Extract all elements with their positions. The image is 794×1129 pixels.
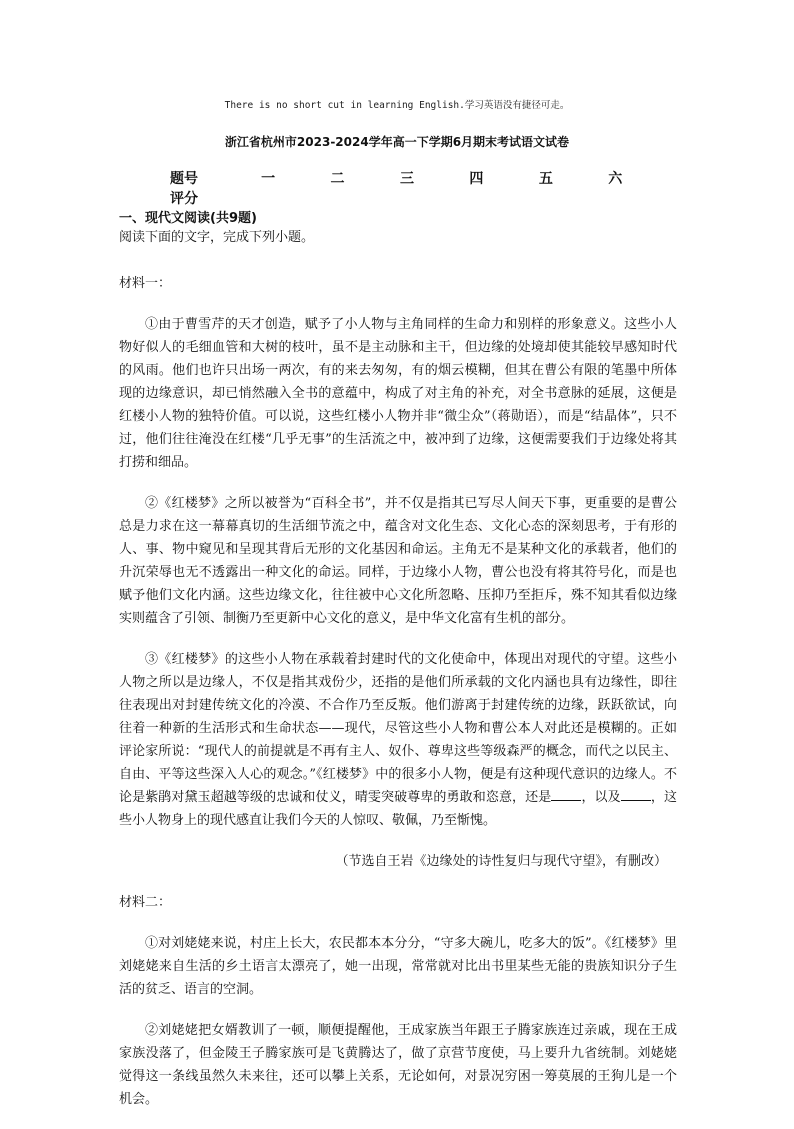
section-instructions: 阅读下面的文字，完成下列小题。 bbox=[119, 230, 315, 245]
score-col-1: 一 bbox=[261, 171, 276, 187]
answer-blank-1[interactable] bbox=[551, 788, 581, 801]
material-2-label: 材料二： bbox=[119, 895, 172, 910]
score-label: 评分 bbox=[170, 191, 198, 207]
score-row-label: 题号 bbox=[170, 171, 198, 187]
paragraph-3-text-a: ③《红楼梦》的这些小人物在承载着封建时代的文化使命中，体现出对现代的守望。这些小人物之所以是边缘人，不仅是指其戏份少，还指的是他们所承载的文化内涵也具有边缘性，即往往表现出对封建传统文化的冷漠、不合作乃至反叛。他们游离于封建传统的边缘，跃跃欲试，向往着一种新的生活形式和生命状态——现代，尽管这些小人物和曹公本人对此还是模糊的。正如评论家所说：“现代人的前提就是不再有主人、奴仆、尊卑这些等级森严的概念，而代之以民主、自由、平等这些深入人心的观念。”《红楼梦》中的很多小人物，便是有这种现代意识的边缘人。不论是紫鹃对黛玉超越等级的忠诚和仗义，晴雯突破尊卑的勇敢和恣意，还是 bbox=[119, 652, 677, 805]
material-2-paragraph-1: ①对刘姥姥来说，村庄上长大，农民都本本分分，“守多大碗儿，吃多大的饭”。《红楼梦》里刘姥姥来自生活的乡土语言太漂亮了，她一出现，常常就对比出书里某些无能的贵族知识分子生活的贫乏、语言的空洞。 bbox=[119, 936, 677, 997]
material-1-source: （节选自王岩《边缘处的诗性复归与现代守望》，有删改） bbox=[335, 854, 667, 869]
header-motto: There is no short cut in learning English.学习英语没有捷径可走。 bbox=[224, 100, 570, 111]
section-heading: 一、现代文阅读(共9题) bbox=[119, 211, 257, 226]
paragraph-3-text-end: ，这些小人物身上的现代感直让我们今天的人惊叹、敬佩，乃至惭愧。 bbox=[119, 790, 677, 828]
score-row-score bbox=[170, 188, 650, 208]
score-col-2: 二 bbox=[330, 171, 345, 187]
material-1-paragraph-1: ①由于曹雪芹的天才创造，赋予了小人物与主角同样的生命力和别样的形象意义。这些小人物好似人的毛细血管和大树的枝叶，虽不是主动脉和主干，但边缘的处境却使其能较早感知时代的风雨。他们也许只出场一两次，有的来去匆匆，有的烟云模糊，但其在曹公有限的笔墨中所体现的边缘意识，却已悄然融入全书的意蕴中，构成了对主角的补充，对全书意脉的延展，这便是红楼小人物的独特价值。可以说，这些红楼小人物并非“微尘众”（蒋勋语），而是“结晶体”，只不过，他们往往淹没在红楼“几乎无事”的生活流之中，被冲到了边缘，这便需要我们于边缘处将其打捞和细品。 bbox=[119, 317, 677, 470]
score-col-6: 六 bbox=[608, 171, 623, 187]
score-row-question bbox=[170, 168, 650, 188]
material-1-paragraph-2: ②《红楼梦》之所以被誉为“百科全书”，并不仅是指其已写尽人间天下事，更重要的是曹公总是力求在这一幕幕真切的生活细节流之中，蕴含对文化生态、文化心态的深刻思考，于有形的人、事、物中窥见和呈现其背后无形的文化基因和命运。主角无不是某种文化的承载者，他们的升沉荣辱也无不透露出一种文化的命运。同样，于边缘小人物，曹公也没有将其符号化，而是也赋予他们文化内涵。这些边缘文化，往往被中心文化所忽略、压抑乃至拒斥，殊不知其看似边缘实则蕴含了引领、制衡乃至更新中心文化的意义，是中华文化富有生机的部分。 bbox=[119, 496, 677, 626]
paragraph-3-text-mid: ，以及 bbox=[581, 790, 621, 805]
document-body bbox=[119, 210, 677, 1129]
score-col-3: 三 bbox=[399, 171, 414, 187]
page-title: 浙江省杭州市2023-2024学年高一下学期6月期末考试语文试卷 bbox=[224, 135, 570, 149]
score-col-5: 五 bbox=[538, 171, 553, 187]
score-table bbox=[170, 168, 650, 208]
material-2-paragraph-2: ②刘姥姥把女婿教训了一顿，顺便提醒他，王成家族当年跟王子腾家族连过亲戚，现在王成家族没落了，但金陵王子腾家族可是飞黄腾达了，做了京营节度使，马上要升九省统制。刘姥姥觉得这一条线虽然久未来往，还可以攀上关系，无论如何，对景况穷困一筹莫展的王狗儿是一个机会。 bbox=[119, 1023, 677, 1107]
material-1-label: 材料一： bbox=[119, 276, 172, 291]
score-col-4: 四 bbox=[469, 171, 484, 187]
answer-blank-2[interactable] bbox=[621, 788, 651, 801]
material-1-paragraph-3 bbox=[119, 648, 677, 832]
